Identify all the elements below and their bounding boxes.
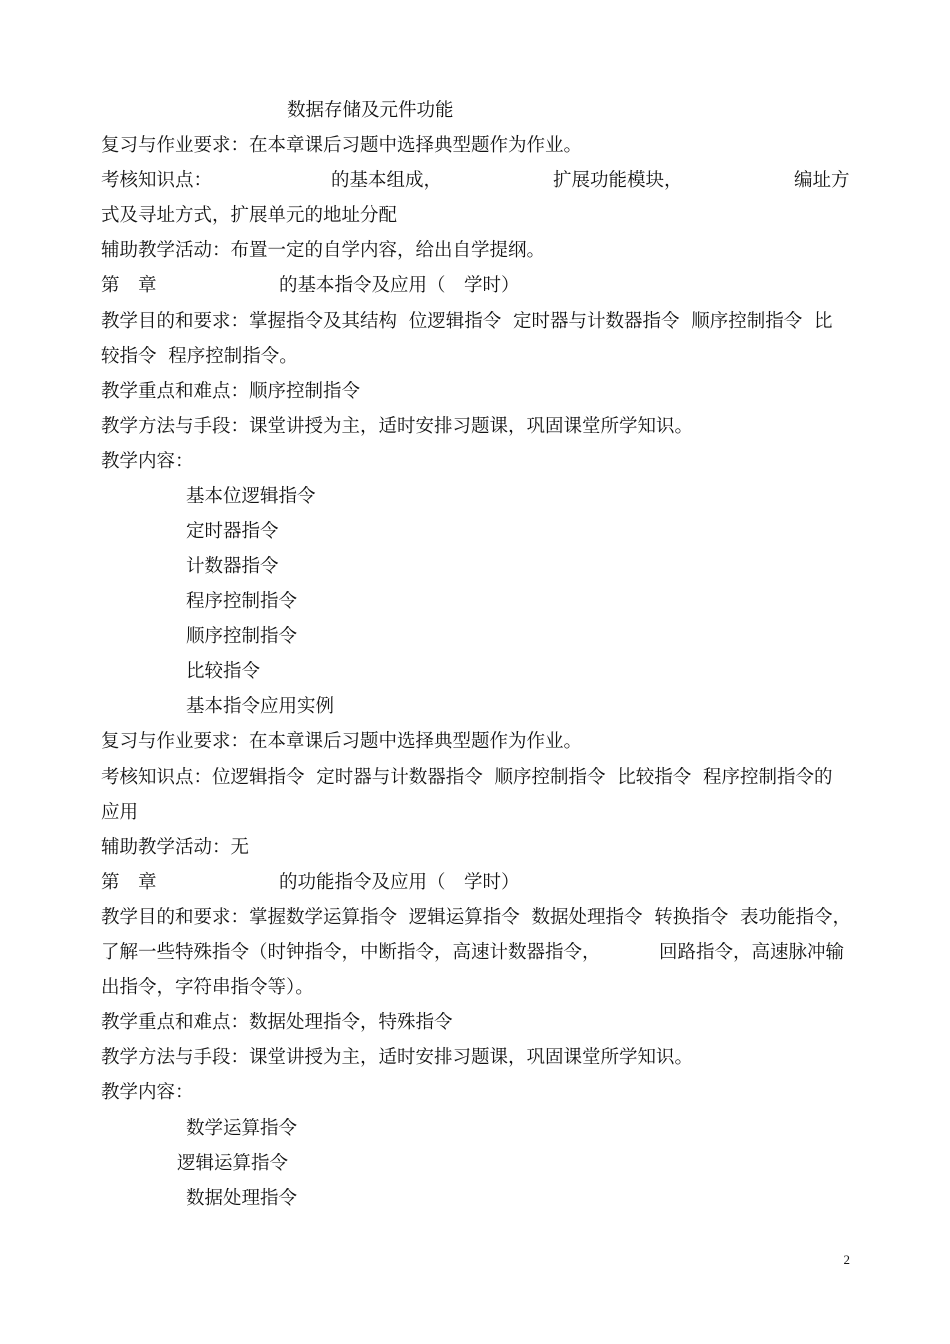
content-item: 程序控制指令 [186, 591, 298, 612]
teaching-content-label: 教学内容： [101, 1082, 194, 1103]
teaching-goal-continued: 较指令 程序控制指令。 [101, 346, 298, 367]
content-item: 计数器指令 [186, 556, 279, 577]
content-item: 基本指令应用实例 [186, 696, 335, 717]
exam-points-continued: 式及寻址方式，扩展单元的地址分配 [101, 205, 398, 226]
auxiliary-activity: 辅助教学活动：无 [101, 837, 250, 858]
content-item: 数据处理指令 [186, 1188, 298, 1209]
teaching-goal-continued: 了解一些特殊指令（时钟指令，中断指令，高速计数器指令， [101, 942, 601, 963]
teaching-method: 教学方法与手段：课堂讲授为主，适时安排习题课，巩固课堂所学知识。 [101, 1047, 694, 1068]
teaching-goal-continued: 出指令，字符串指令等）。 [101, 977, 314, 998]
content-item: 逻辑运算指令 [177, 1153, 289, 1174]
teaching-goal-continued: 回路指令，高速脉冲输 [659, 942, 845, 963]
teaching-goal: 教学目的和要求：掌握指令及其结构 位逻辑指令 定时器与计数器指令 顺序控制指令 比 [101, 311, 833, 332]
section-heading: 数据存储及元件功能 [287, 100, 454, 121]
chapter-title: 的功能指令及应用（ 学时） [279, 872, 520, 893]
homework-requirement: 复习与作业要求：在本章课后习题中选择典型题作为作业。 [101, 135, 583, 156]
homework-requirement: 复习与作业要求：在本章课后习题中选择典型题作为作业。 [101, 731, 583, 752]
page-number: 2 [843, 1252, 850, 1267]
exam-points-continued: 应用 [101, 802, 139, 823]
content-item: 顺序控制指令 [186, 626, 298, 647]
chapter-prefix: 第 章 [101, 872, 157, 893]
teaching-focus: 教学重点和难点：数据处理指令，特殊指令 [101, 1012, 453, 1033]
teaching-goal: 教学目的和要求：掌握数学运算指令 逻辑运算指令 数据处理指令 转换指令 表功能指令， [101, 907, 852, 928]
exam-points: 考核知识点：位逻辑指令 定时器与计数器指令 顺序控制指令 比较指令 程序控制指令的 [101, 767, 833, 788]
chapter-prefix: 第 章 [101, 275, 157, 296]
auxiliary-activity: 辅助教学活动：布置一定的自学内容，给出自学提纲。 [101, 240, 546, 261]
exam-points-part: 编址方 [794, 170, 850, 191]
exam-points-part: 的基本组成， [331, 170, 443, 191]
content-item: 定时器指令 [186, 521, 279, 542]
content-item: 基本位逻辑指令 [186, 486, 316, 507]
exam-points-label: 考核知识点： [101, 170, 213, 191]
exam-points-part: 扩展功能模块， [553, 170, 683, 191]
content-item: 比较指令 [186, 661, 261, 682]
teaching-focus: 教学重点和难点：顺序控制指令 [101, 381, 361, 402]
content-item: 数学运算指令 [186, 1118, 298, 1139]
teaching-content-label: 教学内容： [101, 451, 194, 472]
teaching-method: 教学方法与手段：课堂讲授为主，适时安排习题课，巩固课堂所学知识。 [101, 416, 694, 437]
chapter-title: 的基本指令及应用（ 学时） [279, 275, 520, 296]
